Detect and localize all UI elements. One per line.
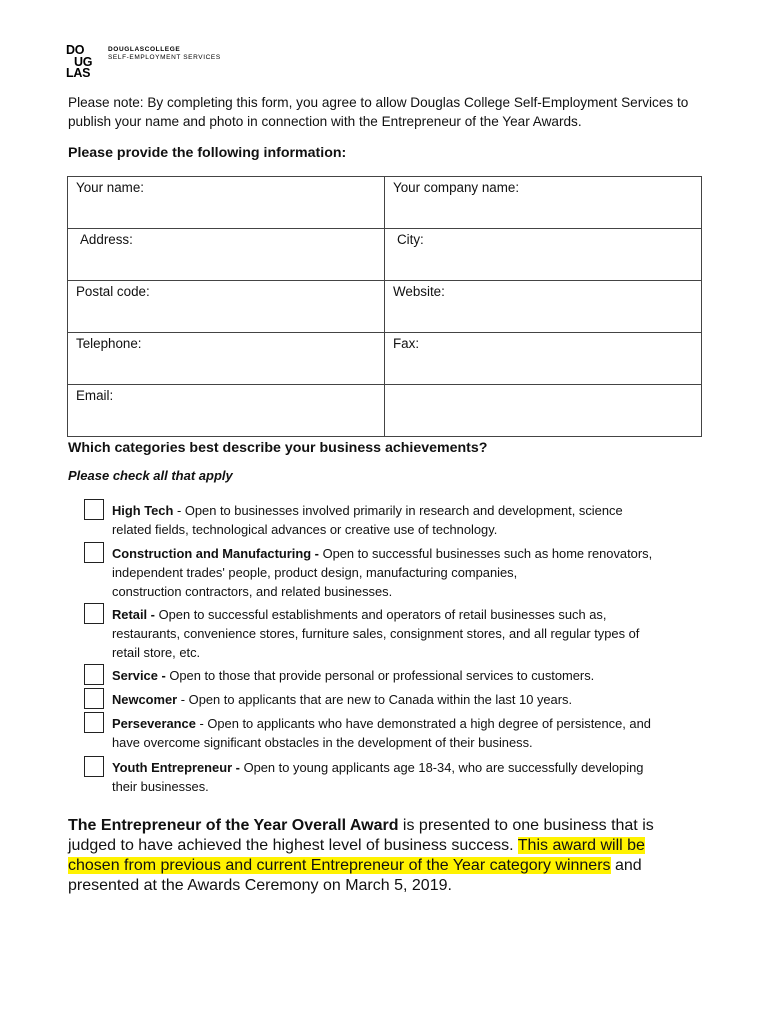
category-line: related fields, technological advances or creative use of technology. xyxy=(112,522,498,537)
category-title: High Tech xyxy=(112,503,174,518)
category-line: Open to businesses involved primarily in research and development, science xyxy=(184,503,623,518)
retail-checkbox[interactable] xyxy=(84,603,104,624)
summary-tail: and presented at the Awards Ceremony on March 5, 2019. xyxy=(68,857,642,894)
category-line: Open to those that provide personal or professional services to customers. xyxy=(169,668,595,683)
category-line: restaurants, convenience stores, furniture sales, consignment stores, and all regular types of xyxy=(112,626,640,641)
company-name-field[interactable] xyxy=(385,177,702,229)
construction-manufacturing-checkbox[interactable] xyxy=(84,542,104,563)
summary-text: is presented to one business that is judged to have achieved the highest level of business success. xyxy=(68,817,654,854)
empty-cell xyxy=(385,385,702,437)
logo-mark-line-3: LAS xyxy=(66,66,91,80)
logo-mark xyxy=(66,45,100,81)
check-instruction: Please check all that apply xyxy=(68,468,233,483)
category-title: Service - xyxy=(112,668,166,683)
category-title: Construction and Manufacturing - xyxy=(112,546,319,561)
category-line: Open to successful businesses such as home renovators, xyxy=(322,546,653,561)
service-checkbox[interactable] xyxy=(84,664,104,685)
overall-award-title: The Entrepreneur of the Year Overall Award xyxy=(68,817,399,834)
category-title: Retail - xyxy=(112,607,155,622)
company-name-label: Your company name: xyxy=(393,180,520,195)
category-description xyxy=(112,690,697,709)
fax-label: Fax: xyxy=(393,336,420,351)
your-name-label: Your name: xyxy=(76,180,144,195)
website-field[interactable] xyxy=(385,281,702,333)
logo-mark-line-2: UG xyxy=(74,54,93,69)
category-separator: - xyxy=(177,692,189,707)
category-line: retail store, etc. xyxy=(112,645,201,660)
category-description xyxy=(112,501,697,539)
city-field[interactable] xyxy=(385,229,702,281)
highlighted-text: This award will be chosen from previous and current Entrepreneur of the Year category winners xyxy=(68,837,645,874)
category-line: Open to successful establishments and operators of retail businesses such as, xyxy=(158,607,607,622)
logo-department-name: SELF-EMPLOYMENT SERVICES xyxy=(108,54,221,61)
category-description xyxy=(112,666,697,685)
category-separator: - xyxy=(195,716,208,731)
address-field[interactable] xyxy=(68,229,385,281)
category-line: Open to applicants who have demonstrated a high degree of persistence, and xyxy=(207,716,651,731)
categories-heading: Which categories best describe your business achievements? xyxy=(68,440,488,456)
consent-note: Please note: By completing this form, you agree to allow Douglas College Self-Employment Services to publish your name and photo in connection with the Entrepreneur of the Year Awards. xyxy=(68,95,689,129)
category-description xyxy=(112,714,697,752)
category-title: Perseverance xyxy=(112,716,196,731)
your-name-field[interactable] xyxy=(68,177,385,229)
city-label: City: xyxy=(397,232,424,247)
category-title: Newcomer xyxy=(112,692,178,707)
category-description xyxy=(112,605,697,662)
postal-code-field[interactable] xyxy=(68,281,385,333)
category-line: Open to young applicants age 18-34, who are successfully developing xyxy=(243,760,644,775)
category-line: have overcome significant obstacles in the development of their business. xyxy=(112,735,533,750)
fax-field[interactable] xyxy=(385,333,702,385)
logo-college-name: DOUGLASCOLLEGE xyxy=(108,46,181,53)
overall-award-summary xyxy=(68,816,668,896)
category-line: construction contractors, and related businesses. xyxy=(112,584,393,599)
douglas-college-logo xyxy=(66,43,221,81)
youth-entrepreneur-checkbox[interactable] xyxy=(84,756,104,777)
address-label: Address: xyxy=(80,232,133,247)
category-title: Youth Entrepreneur - xyxy=(112,760,240,775)
perseverance-checkbox[interactable] xyxy=(84,712,104,733)
logo-mark-line-1: DO xyxy=(66,43,85,57)
category-line: Open to applicants that are new to Canada within the last 10 years. xyxy=(188,692,573,707)
category-line: independent trades' people, product design, manufacturing companies, xyxy=(112,565,518,580)
postal-code-label: Postal code: xyxy=(76,284,150,299)
category-separator: - xyxy=(173,503,185,518)
info-heading: Please provide the following information: xyxy=(68,145,347,161)
telephone-field[interactable] xyxy=(68,333,385,385)
email-label: Email: xyxy=(76,388,114,403)
category-line: their businesses. xyxy=(112,779,209,794)
website-label: Website: xyxy=(393,284,445,299)
email-field[interactable] xyxy=(68,385,385,437)
telephone-label: Telephone: xyxy=(76,336,142,351)
category-description xyxy=(112,758,697,796)
category-description xyxy=(112,544,697,601)
newcomer-checkbox[interactable] xyxy=(84,688,104,709)
contact-info-table xyxy=(67,176,702,437)
logo-text xyxy=(108,46,221,62)
high-tech-checkbox[interactable] xyxy=(84,499,104,520)
